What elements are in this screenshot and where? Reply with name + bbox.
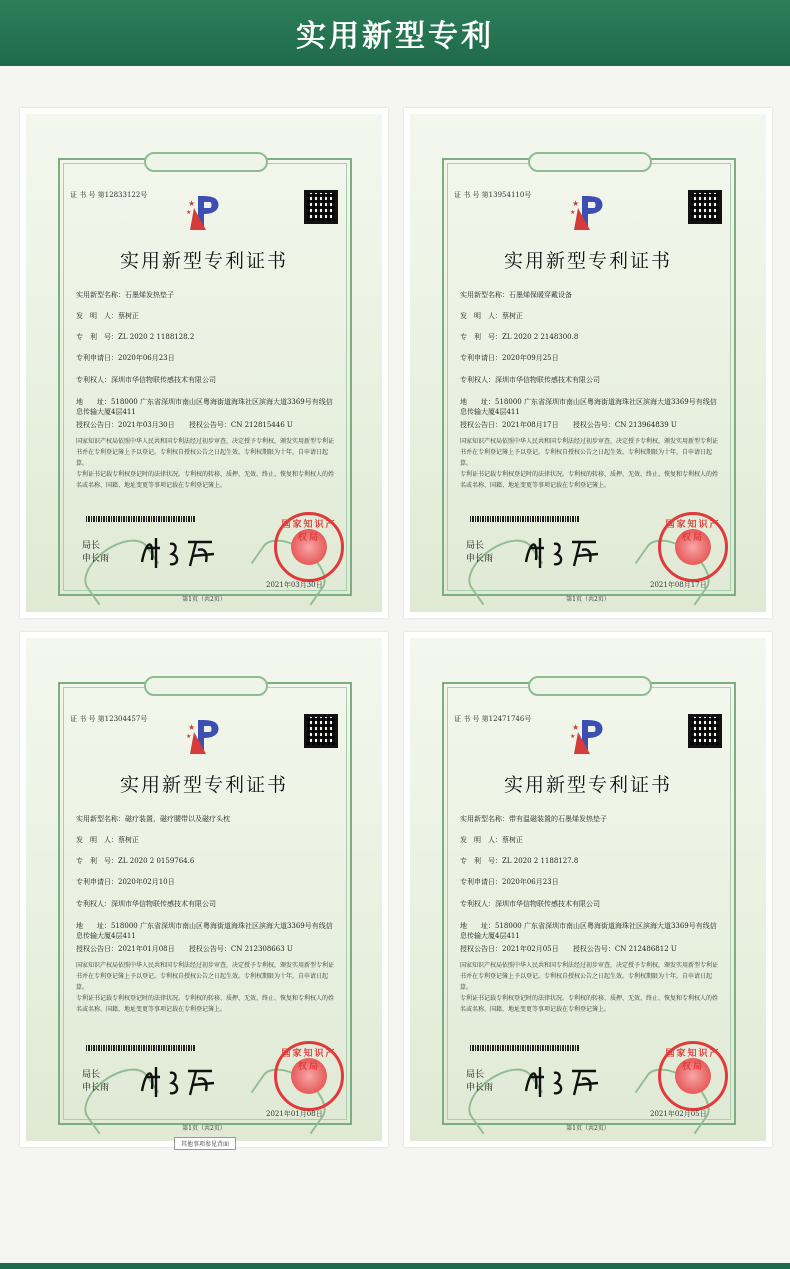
handwritten-signature-icon xyxy=(520,532,610,572)
handwritten-signature-icon xyxy=(136,532,226,572)
qr-code-icon xyxy=(304,714,338,748)
seal-text: 国家知识产权局 xyxy=(281,1049,337,1072)
cnipa-logo-icon xyxy=(568,192,608,232)
certificate-paper xyxy=(410,114,766,612)
top-ornament-icon xyxy=(528,676,652,696)
patent-holder-field xyxy=(76,899,216,909)
field-label: 专 利 号： xyxy=(460,857,502,865)
official-seal-icon xyxy=(274,512,344,582)
chief-name: 申长雨 xyxy=(82,1083,110,1093)
field-value: 518000 广东省深圳市南山区粤海街道海珠社区滨海大道3369号有线信息传输大厦4层411 xyxy=(460,398,717,416)
inventor-field xyxy=(76,311,139,321)
application-date-field xyxy=(76,353,175,363)
field-label: 实用新型名称： xyxy=(460,291,509,299)
official-seal-icon xyxy=(274,1041,344,1111)
certificate-paper xyxy=(26,638,382,1148)
handwritten-signature-icon xyxy=(520,1061,610,1101)
svg-text:★: ★ xyxy=(570,733,576,740)
certificate-number: 证 书 号 第12471746号 xyxy=(454,715,532,723)
field-label: 实用新型名称： xyxy=(460,815,509,823)
certificate-number: 证 书 号 第12304457号 xyxy=(70,715,148,723)
field-label: 专 利 号： xyxy=(76,857,118,865)
patent-certificate xyxy=(20,632,388,1147)
body-paragraph: 专利证书记载专利权登记时的法律状况。专利权的转移、质押、无效、终止、恢复和专利权人的姓名或名称、国籍、地址变更等事项记载在专利登记簿上。 xyxy=(76,995,335,1013)
certificate-title: 实用新型专利证书 xyxy=(119,250,288,272)
patent-certificate xyxy=(20,108,388,618)
patent-number-field xyxy=(460,856,578,866)
grant-date-field xyxy=(76,420,293,430)
field-label: 专 利 号： xyxy=(460,333,502,341)
official-seal-icon xyxy=(658,1041,728,1111)
field-label: 专利权人： xyxy=(460,900,495,908)
field-label: 专利权人： xyxy=(460,376,495,384)
signature-block xyxy=(82,540,109,566)
qr-code-icon xyxy=(304,190,338,224)
body-paragraph: 国家知识产权局依照中华人民共和国专利法经过初步审查，决定授予专利权，颁发实用新型专利证书并在专利登记簿上予以登记。专利权自授权公告之日起生效。专利权期限为十年，自申请日起算。 xyxy=(460,962,719,991)
field-label: 发 明 人： xyxy=(76,312,118,320)
field-value: 2021年01月08日 xyxy=(118,945,175,953)
field-label: 地 址： xyxy=(76,398,111,406)
field-value: 2021年02月05日 xyxy=(502,945,559,953)
field-label: 专利申请日： xyxy=(460,354,502,362)
field-label: 实用新型名称： xyxy=(76,291,125,299)
field-label: 授权公告日： xyxy=(76,945,118,953)
field-label: 专利权人： xyxy=(76,900,111,908)
seal-date: 2021年08月17日 xyxy=(650,581,707,589)
body-paragraph: 专利证书记载专利权登记时的法律状况。专利权的转移、质押、无效、终止、恢复和专利权人的姓名或名称、国籍、地址变更等事项记载在专利登记簿上。 xyxy=(460,471,719,489)
qr-code-icon xyxy=(688,190,722,224)
utility-model-name-field xyxy=(76,290,174,300)
utility-model-name-field xyxy=(76,814,230,824)
field-value: 带有温磁装置的石墨烯发热垫子 xyxy=(509,815,607,823)
field-value: 深圳市华信物联传感技术有限公司 xyxy=(111,376,216,384)
barcode-icon xyxy=(86,1045,196,1051)
chief-title: 局长 xyxy=(82,541,101,551)
certificate-title: 实用新型专利证书 xyxy=(503,250,672,272)
inventor-field xyxy=(76,835,139,845)
chief-name: 申长雨 xyxy=(466,1083,494,1093)
field-label: 地 址： xyxy=(460,398,495,406)
page-number: 第1页（共2页） xyxy=(182,596,226,603)
field-label: 授权公告日： xyxy=(460,421,502,429)
field-value: 蔡树正 xyxy=(502,312,523,320)
patent-number-field xyxy=(76,856,194,866)
field-value: 2020年06月23日 xyxy=(118,354,175,362)
cnipa-logo-icon xyxy=(568,716,608,756)
address-field xyxy=(76,921,334,941)
field-label: 地 址： xyxy=(76,922,111,930)
official-seal-icon xyxy=(658,512,728,582)
grant-date-field xyxy=(460,944,677,954)
chief-name: 申长雨 xyxy=(82,554,110,564)
svg-text:★: ★ xyxy=(188,723,196,732)
seal-text: 国家知识产权局 xyxy=(665,520,721,543)
address-field xyxy=(460,921,718,941)
footer-bar xyxy=(0,1263,790,1269)
top-ornament-icon xyxy=(144,676,268,696)
signature-block xyxy=(466,540,493,566)
certificate-body-text xyxy=(460,960,718,1015)
page-title: 实用新型专利 xyxy=(296,19,494,54)
field-value: 2021年03月30日 xyxy=(118,421,175,429)
seal-date: 2021年03月30日 xyxy=(266,581,323,589)
field-label: 发 明 人： xyxy=(460,312,502,320)
qr-code-icon xyxy=(688,714,722,748)
patent-certificate xyxy=(404,632,772,1147)
body-paragraph: 专利证书记载专利权登记时的法律状况。专利权的转移、质押、无效、终止、恢复和专利权人的姓名或名称、国籍、地址变更等事项记载在专利登记簿上。 xyxy=(460,995,719,1013)
patent-holder-field xyxy=(460,899,600,909)
field-value: CN 212486812 U xyxy=(614,945,677,953)
inventor-field xyxy=(460,835,523,845)
cnipa-logo-icon xyxy=(184,716,224,756)
field-value: 2020年09月25日 xyxy=(502,354,559,362)
page-number: 第1页（共2页） xyxy=(182,1125,226,1132)
field-label: 授权公告号： xyxy=(572,421,615,429)
field-value: 蔡树正 xyxy=(118,836,139,844)
address-field xyxy=(76,397,334,417)
field-label: 授权公告日： xyxy=(460,945,502,953)
certificate-body-text xyxy=(76,436,334,491)
field-value: 518000 广东省深圳市南山区粤海街道海珠社区滨海大道3369号有线信息传输大厦4层411 xyxy=(460,922,717,940)
patent-holder-field xyxy=(460,375,600,385)
barcode-icon xyxy=(470,516,580,522)
certificate-body-text xyxy=(460,436,718,491)
back-note: 其他事项参见背面 xyxy=(174,1137,236,1150)
field-label: 实用新型名称： xyxy=(76,815,125,823)
field-label: 地 址： xyxy=(460,922,495,930)
field-value: ZL 2020 2 1188128.2 xyxy=(118,333,195,341)
barcode-icon xyxy=(470,1045,580,1051)
field-value: 深圳市华信物联传感技术有限公司 xyxy=(495,900,600,908)
field-value: ZL 2020 2 2148300.8 xyxy=(502,333,579,341)
barcode-icon xyxy=(86,516,196,522)
page-number: 第1页（共2页） xyxy=(566,596,610,603)
body-paragraph: 国家知识产权局依照中华人民共和国专利法经过初步审查，决定授予专利权，颁发实用新型专利证书并在专利登记簿上予以登记。专利权自授权公告之日起生效。专利权期限为十年，自申请日起算。 xyxy=(76,962,335,991)
certificate-title: 实用新型专利证书 xyxy=(119,774,288,796)
certificate-paper xyxy=(26,114,382,612)
field-label: 授权公告号： xyxy=(572,945,615,953)
page-header xyxy=(0,0,790,66)
svg-text:★: ★ xyxy=(572,199,580,208)
cnipa-logo-icon xyxy=(184,192,224,232)
top-ornament-icon xyxy=(528,152,652,172)
field-label: 授权公告日： xyxy=(76,421,118,429)
certificate-number: 证 书 号 第13954110号 xyxy=(454,191,532,199)
handwritten-signature-icon xyxy=(136,1061,226,1101)
chief-title: 局长 xyxy=(466,541,485,551)
grant-date-field xyxy=(460,420,677,430)
certificate-title: 实用新型专利证书 xyxy=(503,774,672,796)
seal-text: 国家知识产权局 xyxy=(665,1049,721,1072)
field-value: ZL 2020 2 0159764.6 xyxy=(118,857,195,865)
field-value: CN 213964839 U xyxy=(614,421,677,429)
field-label: 授权公告号： xyxy=(188,945,231,953)
field-label: 专 利 号： xyxy=(76,333,118,341)
certificate-number: 证 书 号 第12833122号 xyxy=(70,191,148,199)
svg-text:★: ★ xyxy=(570,209,576,216)
signature-block xyxy=(82,1069,109,1095)
field-value: CN 212815446 U xyxy=(230,421,293,429)
svg-text:★: ★ xyxy=(572,723,580,732)
field-value: 深圳市华信物联传感技术有限公司 xyxy=(495,376,600,384)
field-label: 发 明 人： xyxy=(460,836,502,844)
seal-date: 2021年02月05日 xyxy=(650,1110,707,1118)
field-label: 专利申请日： xyxy=(76,354,118,362)
patent-holder-field xyxy=(76,375,216,385)
utility-model-name-field xyxy=(460,290,572,300)
page-number: 第1页（共2页） xyxy=(566,1125,610,1132)
field-value: 518000 广东省深圳市南山区粤海街道海珠社区滨海大道3369号有线信息传输大厦4层411 xyxy=(76,922,333,940)
application-date-field xyxy=(76,877,175,887)
field-value: CN 212308663 U xyxy=(230,945,293,953)
application-date-field xyxy=(460,877,559,887)
patent-number-field xyxy=(76,332,194,342)
svg-text:★: ★ xyxy=(188,199,196,208)
field-value: 蔡树正 xyxy=(118,312,139,320)
field-value: 2021年08月17日 xyxy=(502,421,559,429)
field-label: 授权公告号： xyxy=(188,421,231,429)
field-label: 发 明 人： xyxy=(76,836,118,844)
chief-title: 局长 xyxy=(466,1070,485,1080)
field-value: 蔡树正 xyxy=(502,836,523,844)
field-label: 专利申请日： xyxy=(460,878,502,886)
body-paragraph: 国家知识产权局依照中华人民共和国专利法经过初步审查，决定授予专利权，颁发实用新型专利证书并在专利登记簿上予以登记。专利权自授权公告之日起生效。专利权期限为十年，自申请日起算。 xyxy=(460,438,719,467)
chief-title: 局长 xyxy=(82,1070,101,1080)
certificate-body-text xyxy=(76,960,334,1015)
seal-date: 2021年01月08日 xyxy=(266,1110,323,1118)
chief-name: 申长雨 xyxy=(466,554,494,564)
address-field xyxy=(460,397,718,417)
inventor-field xyxy=(460,311,523,321)
top-ornament-icon xyxy=(144,152,268,172)
field-value: ZL 2020 2 1188127.8 xyxy=(502,857,579,865)
seal-text: 国家知识产权局 xyxy=(281,520,337,543)
grant-date-field xyxy=(76,944,293,954)
utility-model-name-field xyxy=(460,814,607,824)
field-value: 石墨烯发热垫子 xyxy=(125,291,174,299)
field-value: 2020年02月10日 xyxy=(118,878,175,886)
field-label: 专利权人： xyxy=(76,376,111,384)
field-value: 2020年06月23日 xyxy=(502,878,559,886)
certificate-paper xyxy=(410,638,766,1141)
body-paragraph: 国家知识产权局依照中华人民共和国专利法经过初步审查，决定授予专利权，颁发实用新型专利证书并在专利登记簿上予以登记。专利权自授权公告之日起生效。专利权期限为十年，自申请日起算。 xyxy=(76,438,335,467)
body-paragraph: 专利证书记载专利权登记时的法律状况。专利权的转移、质押、无效、终止、恢复和专利权人的姓名或名称、国籍、地址变更等事项记载在专利登记簿上。 xyxy=(76,471,335,489)
field-value: 518000 广东省深圳市南山区粤海街道海珠社区滨海大道3369号有线信息传输大厦4层411 xyxy=(76,398,333,416)
patent-number-field xyxy=(460,332,578,342)
field-label: 专利申请日： xyxy=(76,878,118,886)
field-value: 石墨烯保暖穿戴设备 xyxy=(509,291,572,299)
signature-block xyxy=(466,1069,493,1095)
field-value: 磁疗装置、磁疗腰带以及磁疗头枕 xyxy=(125,815,230,823)
svg-text:★: ★ xyxy=(186,733,192,740)
svg-text:★: ★ xyxy=(186,209,192,216)
field-value: 深圳市华信物联传感技术有限公司 xyxy=(111,900,216,908)
patent-certificate xyxy=(404,108,772,618)
application-date-field xyxy=(460,353,559,363)
